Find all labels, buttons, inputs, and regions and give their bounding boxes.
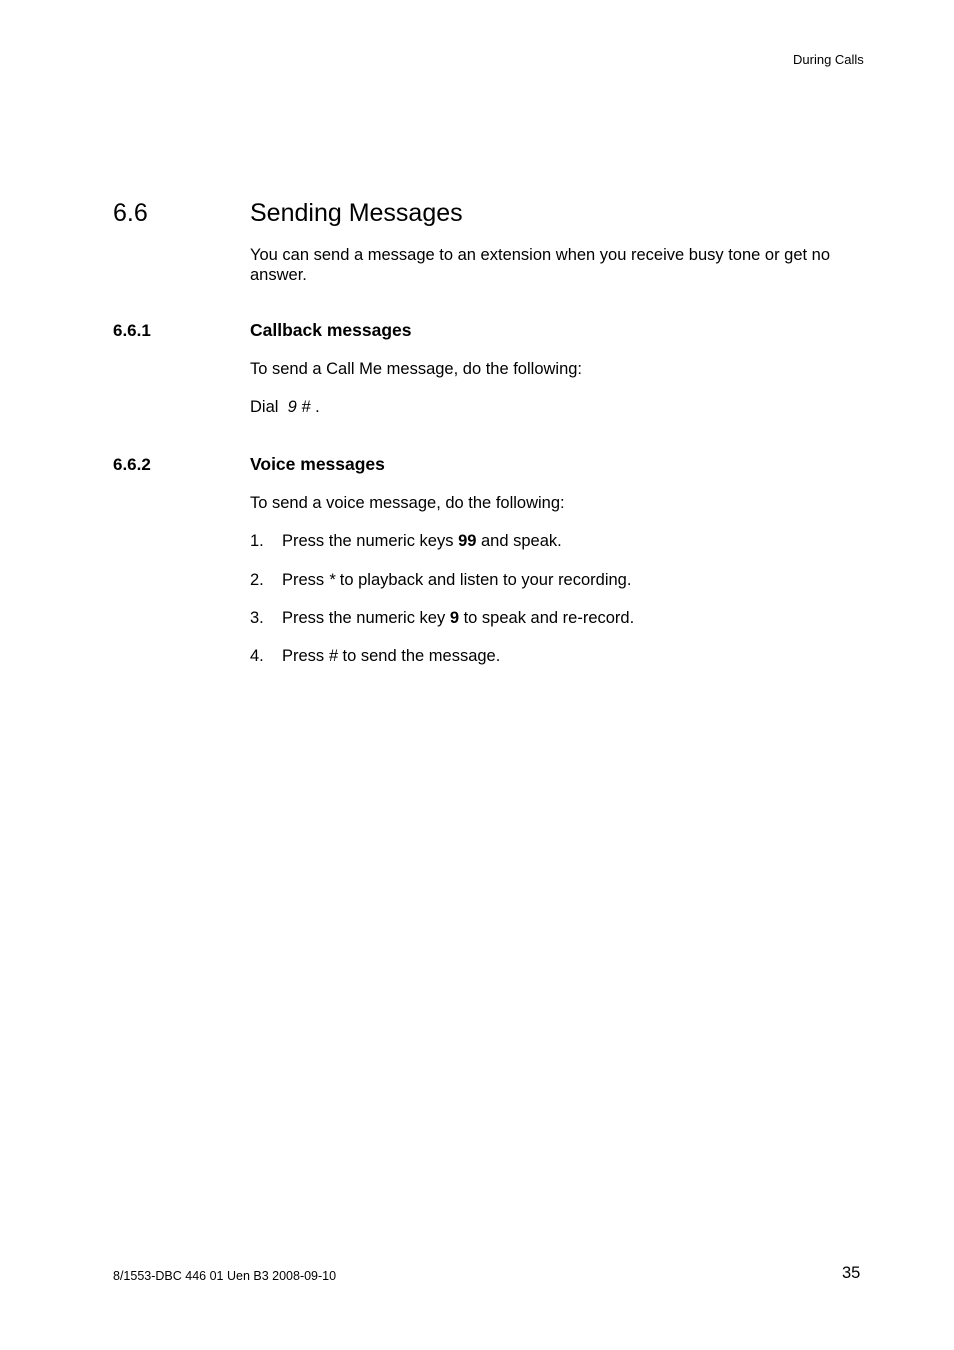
step-post: to send the message. (337, 647, 501, 665)
step-number: 4. (250, 647, 264, 665)
step-key: 99 (458, 532, 477, 550)
step-text (282, 571, 631, 590)
step-pre: Press (282, 571, 329, 589)
dial-instruction (250, 398, 320, 417)
step-post: to playback and listen to your recording. (335, 571, 632, 589)
step-number: 2. (250, 571, 264, 589)
dial-suffix: . (310, 398, 320, 416)
step-pre: Press the numeric key (282, 609, 450, 627)
step-key: 9 (449, 609, 459, 627)
step-pre: Press (282, 647, 329, 665)
step-post: and speak. (476, 532, 562, 550)
section-number: 6.6 (113, 199, 148, 227)
step-key: * (328, 571, 336, 589)
step-post: to speak and re-record. (459, 609, 635, 627)
subsection-title-voice: Voice messages (250, 454, 385, 474)
footer-doc-id: 8/1553-DBC 446 01 Uen B3 2008-09-10 (113, 1269, 337, 1283)
step-key: # (328, 647, 338, 665)
page-number: 35 (842, 1264, 861, 1282)
step-text (282, 532, 562, 551)
step-text (282, 609, 634, 628)
section-intro: You can send a message to an extension when you receive busy tone or get no answer. (250, 246, 831, 284)
subsection-title-callback: Callback messages (250, 320, 412, 340)
running-header: During Calls (793, 52, 864, 67)
callback-instruction: To send a Call Me message, do the following: (250, 360, 583, 378)
voice-instruction: To send a voice message, do the following: (250, 494, 565, 512)
subsection-number-voice: 6.6.2 (113, 455, 151, 474)
dial-keys: 9 # (287, 398, 311, 416)
section-title: Sending Messages (250, 199, 463, 227)
dial-prefix: Dial (250, 398, 279, 416)
step-text (282, 647, 500, 666)
subsection-number-callback: 6.6.1 (113, 321, 151, 340)
step-number: 3. (250, 609, 264, 627)
step-number: 1. (250, 532, 264, 550)
step-pre: Press the numeric keys (282, 532, 459, 550)
